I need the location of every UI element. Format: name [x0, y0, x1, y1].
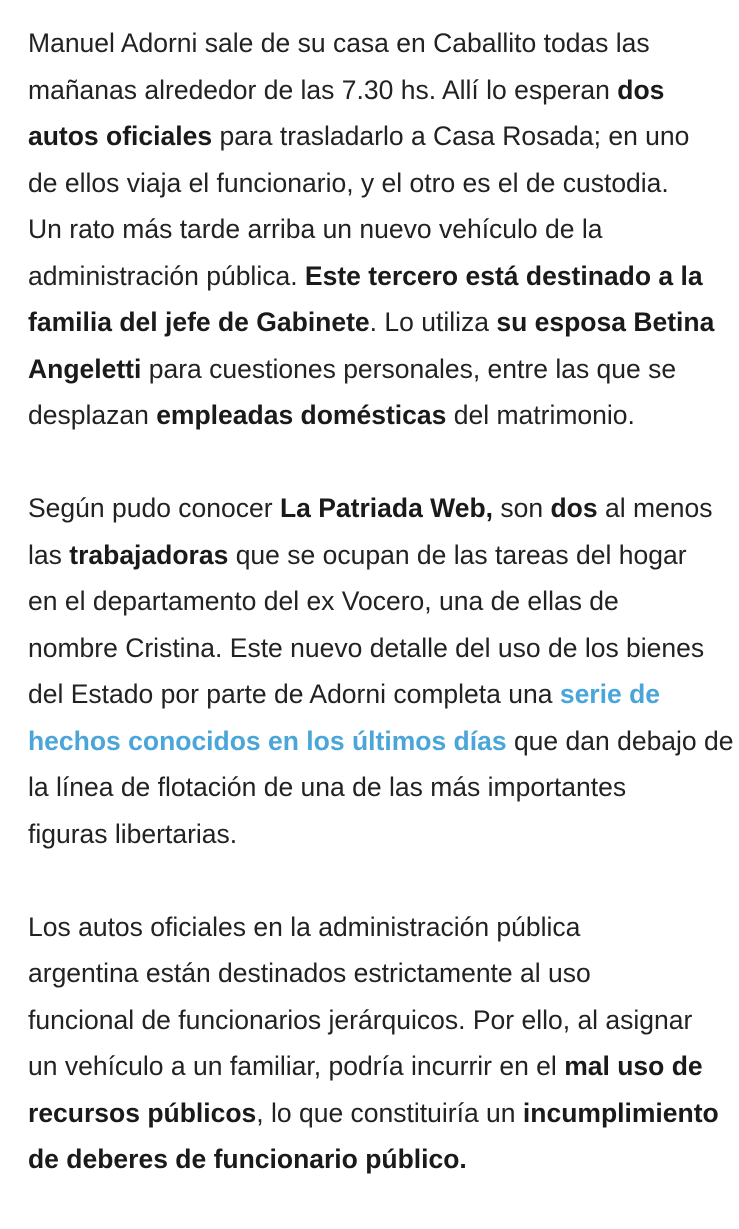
bold-text: Angeletti [28, 353, 142, 384]
text-run: . Lo utiliza [369, 307, 497, 337]
text-run: para cuestiones personales, entre las que se [141, 353, 677, 384]
article-link[interactable]: hechos conocidos en los últimos días [28, 725, 507, 756]
article-paragraph [28, 485, 734, 857]
text-run: mañanas alrededor de las 7.30 hs. Allí lo esperan [28, 74, 618, 105]
text-run: las [28, 539, 70, 570]
text-line [28, 950, 718, 997]
text-line [28, 160, 718, 207]
text-line [28, 67, 718, 114]
bold-text: dos [550, 493, 598, 523]
text-run: del matrimonio. [446, 400, 635, 430]
text-run: Según pudo conocer [28, 493, 280, 523]
text-line [28, 578, 718, 625]
text-line [28, 253, 718, 300]
text-run: de ellos viaja el funcionario, y el otro es el de custodia. [28, 167, 669, 198]
text-line [28, 20, 718, 67]
bold-text: empleadas domésticas [156, 400, 447, 430]
text-run: son [493, 493, 551, 523]
text-line [28, 904, 718, 951]
text-run: desplazan [28, 400, 157, 430]
text-run: administración pública. [28, 260, 305, 291]
bold-text: Este tercero está destinado a la [304, 260, 703, 291]
text-line [28, 1136, 718, 1183]
text-line [28, 392, 718, 439]
text-line [28, 764, 718, 811]
text-run: en el departamento del ex Vocero, una de ellas de [28, 586, 619, 616]
text-run: funcional de funcionarios jerárquicos. Por ello, al asignar [28, 1004, 693, 1035]
text-line [28, 346, 718, 393]
text-run: nombre Cristina. Este nuevo detalle del uso de los bienes [28, 632, 705, 663]
bold-text: La Patriada Web, [279, 493, 494, 523]
article-paragraph [28, 904, 718, 1183]
text-run: Manuel Adorni sale de su casa en Caballito todas las [28, 28, 650, 58]
bold-text: su esposa Betina [496, 307, 715, 337]
text-run: para trasladarlo a Casa Rosada; en uno [212, 121, 690, 151]
text-line [28, 625, 718, 672]
text-line [28, 206, 718, 253]
text-run: la línea de flotación de una de las más importantes [28, 772, 627, 802]
text-run: un vehículo a un familiar, podría incurrir en el [28, 1051, 565, 1081]
text-line [28, 671, 718, 718]
text-line [28, 811, 718, 858]
bold-text: recursos públicos [28, 1097, 257, 1128]
text-line [28, 718, 734, 765]
text-line [28, 485, 718, 532]
article-link[interactable]: serie de [559, 679, 661, 709]
text-run: Un rato más tarde arriba un nuevo vehículo de la [28, 214, 603, 244]
text-run: que se ocupan de las tareas del hogar [228, 539, 687, 570]
text-run: al menos [597, 493, 713, 523]
text-run: Los autos oficiales en la administración pública [28, 911, 581, 942]
text-run: , lo que constituiría un [256, 1097, 523, 1128]
text-line [28, 997, 718, 1044]
article-body [28, 20, 734, 1229]
bold-text: autos oficiales [28, 121, 213, 151]
text-line [28, 532, 718, 579]
text-run: que dan debajo de [506, 725, 734, 756]
bold-text: familia del jefe de Gabinete [28, 307, 370, 337]
text-line [28, 1043, 718, 1090]
bold-text: trabajadoras [69, 539, 229, 570]
bold-text: incumplimiento [522, 1097, 719, 1128]
article-paragraph [28, 20, 718, 439]
text-run: argentina están destinados estrictamente al uso [28, 958, 591, 988]
bold-text: mal uso de [564, 1051, 703, 1081]
text-run: figuras libertarias. [28, 818, 238, 849]
text-line [28, 113, 718, 160]
bold-text: de deberes de funcionario público. [28, 1144, 467, 1174]
text-run: del Estado por parte de Adorni completa una [28, 679, 560, 709]
bold-text: dos [617, 74, 665, 105]
text-line [28, 1090, 718, 1137]
text-line [28, 299, 718, 346]
